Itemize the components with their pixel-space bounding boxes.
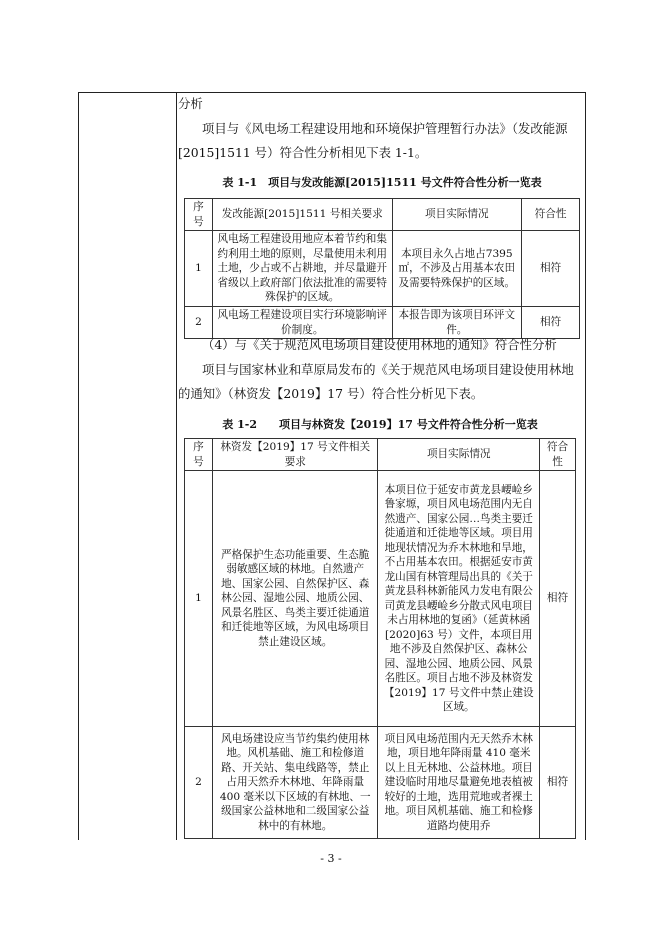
para4-line2: 项目与国家林业和草原局发布的《关于规范风电场项目建设使用林地的通知》（林资发【2019】17 号）符合性分析见下表。 — [178, 361, 574, 401]
table1-row2-seq: 2 — [185, 307, 213, 339]
table1-row1-actual: 本项目永久占地占7395㎡，不涉及占用基本农田及需要特殊保护的区域。 — [392, 231, 522, 307]
table2-row2-result: 相符 — [540, 727, 576, 839]
table1-row2-req: 风电场工程建设项目实行环境影响评价制度。 — [212, 307, 392, 339]
table1-header-seq: 序号 — [185, 199, 213, 231]
table1-header-result: 符合性 — [522, 199, 580, 231]
table1-caption: 表 1-1 项目与发改能源[2015]1511 号文件符合性分析一览表 — [222, 176, 542, 189]
table1 — [184, 198, 580, 339]
table2-row1-actual: 本项目位于延安市黄龙县崾崄乡鲁家塬，项目风电场范围内无自然遗产、国家公园…鸟类主要迁徙通道和迁徙地等区域。项目用地现状情况为乔木林地和旱地，不占用基本农田。根据延安市黄龙山国有林管理局出具的《关于黄龙县科林新能风力发电有限公司黄龙县崾崄乡分散式风电项目未占用林地的复函》（延黄林函[2020]63 号）文件，本项目用地不涉及自然保护区、森林公园、湿地公园、地质公园、风景名胜区。项目占地不涉及林资发【2019】17 号文件中禁止建设区域。 — [378, 471, 540, 727]
table2-row2-seq: 2 — [185, 727, 213, 839]
intro-para1: 项目与《风电场工程建设用地和环境保护管理暂行办法》（发改能源[2015]1511 号）符合性分析相见下表 1-1。 — [178, 120, 568, 160]
table2-header-req: 林资发【2019】17 号文件相关要求 — [212, 439, 378, 471]
table-row — [185, 471, 576, 727]
table2-header-result: 符合性 — [540, 439, 576, 471]
table2 — [184, 438, 576, 839]
table1-row1-result: 相符 — [522, 231, 580, 307]
table1-header-row — [185, 199, 580, 231]
intro-line0: 分析 — [178, 96, 203, 111]
table-row — [185, 231, 580, 307]
table2-row2-req: 风电场建设应当节约集约使用林地。风机基础、施工和检修道路、开关站、集电线路等，禁止占用天然乔木林地、年降雨量 400 毫米以下区域的有林地、一级国家公益林地和二级国家公益林中的有林地。 — [212, 727, 378, 839]
page-number: - 3 - — [320, 852, 342, 865]
table1-row2-result: 相符 — [522, 307, 580, 339]
table1-header-actual: 项目实际情况 — [392, 199, 522, 231]
table1-header-req: 发改能源[2015]1511 号相关要求 — [212, 199, 392, 231]
table1-row2-actual: 本报告即为该项目环评文件。 — [392, 307, 522, 339]
table2-caption: 表 1-2 项目与林资发【2019】17 号文件符合性分析一览表 — [222, 418, 538, 431]
para4-block — [178, 333, 584, 407]
table-row — [185, 727, 576, 839]
table2-row1-result: 相符 — [540, 471, 576, 727]
frame-divider — [176, 93, 177, 840]
table1-row1-seq: 1 — [185, 231, 213, 307]
para4-line1: （4）与《关于规范风电场项目建设使用林地的通知》符合性分析 — [202, 337, 557, 352]
table2-header-seq: 序号 — [185, 439, 213, 471]
table1-row1-req: 风电场工程建设用地应本着节约和集约利用土地的原则，尽量使用未利用土地，少占或不占耕地，并尽量避开省级以上政府部门依法批准的需要特殊保护的区域。 — [212, 231, 392, 307]
table2-row1-seq: 1 — [185, 471, 213, 727]
table2-header-row — [185, 439, 576, 471]
table2-row2-actual: 项目风电场范围内无天然乔木林地，项目地年降雨量 410 毫米以上且无林地、公益林地。项目建设临时用地尽量避免地表植被较好的土地，选用荒地或者裸土地。项目风机基础、施工和检修道路均使用乔 — [378, 727, 540, 839]
table2-row1-req: 严格保护生态功能重要、生态脆弱敏感区域的林地。自然遗产地、国家公园、自然保护区、森林公园、湿地公园、地质公园、风景名胜区、鸟类主要迁徙通道和迁徙地等区域，为风电场项目禁止建设区域。 — [212, 471, 378, 727]
intro-block — [178, 92, 584, 166]
table2-header-actual: 项目实际情况 — [378, 439, 540, 471]
